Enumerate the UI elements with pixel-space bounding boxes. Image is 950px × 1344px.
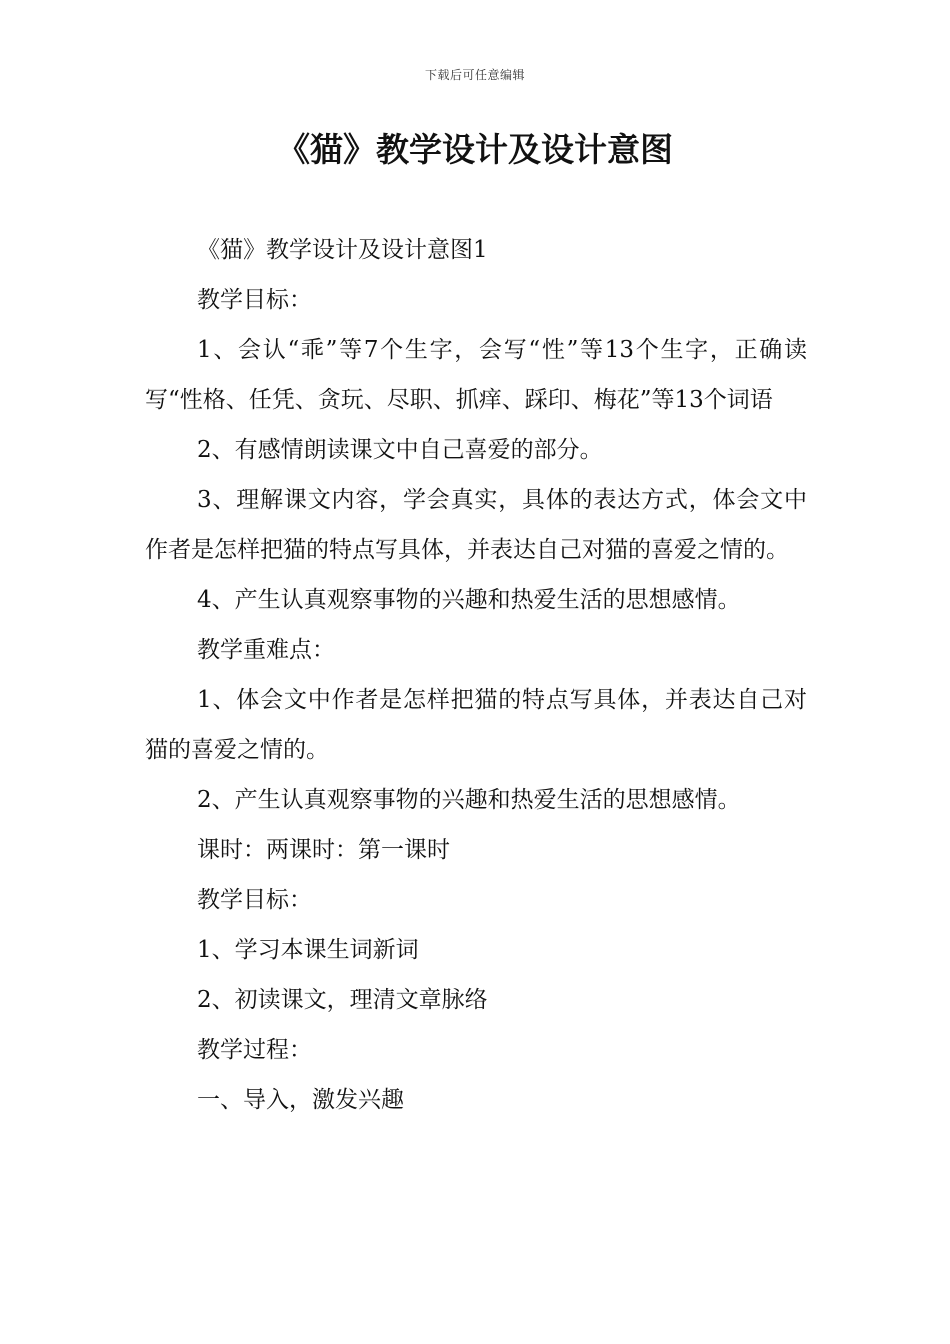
paragraph-heading-process: 教学过程： (197, 1037, 312, 1063)
paragraph-objective-1: 1、会认“乖”等7个生字，会写“性”等13个生字，正确读写“性格、任凭、贪玩、尽职、抓痒、踩印、梅花”等13个词语 (145, 337, 807, 413)
paragraph-key-point-2: 2、产生认真观察事物的兴趣和热爱生活的思想感情。 (197, 787, 741, 813)
paragraph-heading-key-points: 教学重难点： (197, 637, 335, 663)
document-title: 《猫》教学设计及设计意图 (277, 130, 673, 169)
paragraph-lesson-objective-2: 2、初读课文，理清文章脉络 (197, 987, 488, 1013)
header-note: 下载后可任意编辑 (424, 68, 525, 82)
paragraph-objective-2: 2、有感情朗读课文中自己喜爱的部分。 (197, 437, 603, 463)
paragraph-objective-3: 3、理解课文内容，学会真实，具体的表达方式，体会文中作者是怎样把猫的特点写具体，并表达自己对猫的喜爱之情的。 (145, 487, 807, 563)
paragraph-lesson-time: 课时：两课时：第一课时 (197, 837, 450, 863)
paragraph-heading-objectives: 教学目标： (197, 287, 312, 313)
paragraph-subtitle: 《猫》教学设计及设计意图1 (197, 237, 488, 263)
paragraph-key-point-1: 1、体会文中作者是怎样把猫的特点写具体，并表达自己对猫的喜爱之情的。 (145, 687, 807, 763)
paragraph-heading-objectives-2: 教学目标： (197, 887, 312, 913)
document-body (145, 225, 807, 1125)
paragraph-objective-4: 4、产生认真观察事物的兴趣和热爱生活的思想感情。 (197, 587, 741, 613)
paragraph-lesson-objective-1: 1、学习本课生词新词 (197, 937, 419, 963)
paragraph-step-1: 一、导入，激发兴趣 (197, 1087, 404, 1113)
